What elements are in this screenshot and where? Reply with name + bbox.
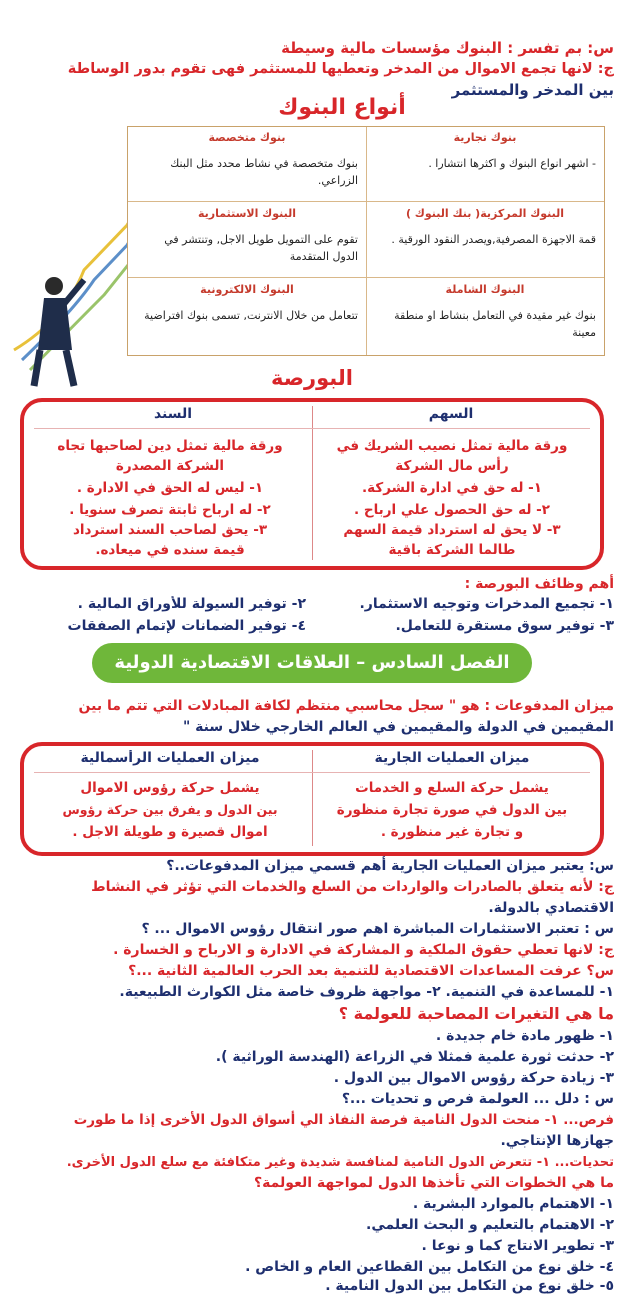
opportunities-line-cont: جهازها الإنتاجي. (500, 1133, 614, 1149)
step-item: ١- الاهتمام بالموارد البشرية . (412, 1196, 614, 1212)
businessman-illustration (4, 200, 144, 390)
current-account-line: يشمل حركة السلع و الخدمات (355, 780, 549, 796)
stock-line: ٢- له حق الحصول علي ارباح . (354, 502, 550, 518)
stock-line: رأس مال الشركة (395, 458, 509, 474)
bank-type-desc: - اشهر انواع البنوك و اكثرها انتشارا . (428, 157, 596, 170)
bond-line: الشركة المصدرة (115, 458, 225, 474)
bank-type-heading: بنوك متخصصة (208, 131, 286, 144)
step-item: ٥- خلق نوع من التكامل بين الدول النامية . (325, 1278, 614, 1294)
qa-line: س : تعتبر الاستثمارات المباشرة اهم صور انتقال رؤوس الاموال ... ؟ (141, 921, 614, 937)
current-account-line: و تجارة غير منظورة . (380, 824, 524, 840)
bank-type-desc: تقوم على التمويل طويل الاجل, وتنتشر في الدول المتقدمة (164, 233, 358, 263)
function-item: ٢- توفير السيولة للأوراق المالية . (77, 596, 306, 612)
capital-account-line: اموال قصيرة و طويلة الاجل . (72, 824, 268, 840)
step-item: ٤- خلق نوع من التكامل بين القطاعين العام و الخاص . (245, 1259, 614, 1275)
qa-line: الاقتصادي بالدولة. (488, 900, 614, 916)
bank-type-heading: البنوك المركزية( بنك البنوك ) (405, 207, 565, 220)
balance-definition: ميزان المدفوعات : هو " سجل محاسبي منتظم لكافة المبادلات التي تتم ما بين (78, 698, 614, 714)
function-item: ٤- توفير الضمانات لإتمام الصفقات (67, 618, 306, 634)
capital-account-heading: ميزان العمليات الرأسمالية (80, 750, 260, 766)
step-item: ٢- الاهتمام بالتعليم و البحث العلمي. (366, 1217, 614, 1233)
bank-type-heading: البنوك الاستثمارية (197, 207, 297, 220)
divider (34, 772, 590, 773)
bourse-compare-box (20, 398, 604, 570)
divider (312, 750, 313, 846)
bond-line: قيمة سنده في ميعاده. (95, 542, 245, 558)
banks-title: أنواع البنوك (278, 95, 406, 120)
bank-type-heading: البنوك الشاملة (445, 283, 525, 296)
intro-question: س: بم تفسر : البنوك مؤسسات مالية وسيطة (281, 39, 614, 57)
stock-heading: السهم (428, 406, 474, 422)
qa-line: ج: لأنه يتعلق بالصادرات والواردات من السلع والخدمات التي تؤثر في النشاط (91, 879, 614, 895)
bank-type-heading: البنوك الالكترونية (200, 283, 294, 296)
current-account-heading: ميزان العمليات الجارية (374, 750, 530, 766)
bank-type-desc: بنوك غير مقيدة في التعامل بنشاط او منطقة معينة (394, 309, 596, 339)
functions-heading: أهم وظائف البورصة : (464, 576, 614, 592)
balance-compare-box (20, 742, 604, 856)
bourse-title: البورصة (271, 366, 353, 390)
qa-line: س: يعتبر ميزان العمليات الجارية أهم قسمي ميزان المدفوعات..؟ (166, 858, 614, 874)
qa-line: ج: لانها تعطي حقوق الملكية و المشاركة في الادارة و الارباح و الخسارة . (113, 942, 614, 958)
bond-line: ١- ليس له الحق في الادارة . (76, 480, 264, 496)
function-item: ٣- توفير سوق مستقرة للتعامل. (395, 618, 614, 634)
globalization-heading: ما هي التغيرات المصاحبة للعولمة ؟ (338, 1004, 614, 1023)
step-item: ٣- تطوير الانتاج كما و نوعا . (421, 1238, 614, 1254)
globalization-item: ٣- زيادة حركة رؤوس الاموال بين الدول . (333, 1070, 614, 1086)
opportunities-line: فرص... ١- منحت الدول النامية فرصة النفاذ الي أسواق الدول الأخرى إذا ما طورت (73, 1112, 614, 1128)
stock-line: ١- له حق في ادارة الشركة. (362, 480, 542, 496)
divider (312, 406, 313, 560)
qa-line: ١- للمساعدة في التنمية. ٢- مواجهة ظروف خاصة مثل الكوارث الطبيعية. (119, 984, 614, 1000)
globalization-item: ١- ظهور مادة خام جديدة . (435, 1028, 614, 1044)
qa-line: س؟ عرفت المساعدات الاقتصادية للتنمية بعد الحرب العالمية الثانية ...؟ (128, 963, 614, 979)
bank-type-desc: بنوك متخصصة في نشاط محدد مثل البنك الزراعي. (170, 157, 358, 187)
bank-type-heading: بنوك تجارية (453, 131, 517, 144)
capital-account-line: بين الدول و يفرق بين حركة رؤوس (62, 802, 278, 817)
divider (34, 428, 590, 429)
bank-type-desc: قمة الاجهزة المصرفية,ويصدر النقود الورقية . (391, 233, 596, 246)
stock-line: ٣- لا يحق له استرداد قيمة السهم (343, 522, 561, 538)
stock-line: طالما الشركة باقية (388, 542, 516, 558)
function-item: ١- تجميع المدخرات وتوجيه الاستثمار. (359, 596, 614, 612)
balance-definition-cont: المقيمين في الدولة والمقيمين في العالم الخارجي خلال سنة " (183, 719, 614, 735)
bond-line: ٣- يحق لصاحب السند استرداد (72, 522, 268, 538)
steps-heading: ما هي الخطوات التي تأخذها الدول لمواجهة العولمة؟ (254, 1175, 614, 1191)
stock-line: ورقة مالية تمثل نصيب الشريك في (336, 438, 568, 454)
globalization-item: ٢- حدثت ثورة علمية فمثلا في الزراعة (الهندسة الوراثية ). (215, 1049, 614, 1065)
intro-answer-cont: بين المدخر والمستثمر (451, 81, 614, 99)
bond-heading: السند (153, 406, 193, 422)
current-account-line: بين الدول في صورة تجارة منظورة (336, 802, 568, 818)
chapter-banner: الفصل السادس – العلاقات الاقتصادية الدولية (92, 643, 532, 683)
banks-table (127, 126, 605, 356)
challenges-line: تحديات... ١- تتعرض الدول النامية لمنافسة شديدة وغير متكافئة مع سلع الدول الأخرى. (66, 1155, 614, 1170)
bank-type-desc: تتعامل من خلال الانترنت, تسمى بنوك افتراضية (144, 309, 358, 322)
intro-answer: ج: لانها تجمع الاموال من المدخر وتعطيها للمستثمر فهى تقوم بدور الوساطة (67, 61, 614, 77)
capital-account-line: يشمل حركة رؤوس الاموال (80, 780, 260, 796)
bond-line: ٢- له ارباح ثابتة تصرف سنويا . (69, 502, 271, 518)
bond-line: ورقة مالية تمثل دين لصاحبها تجاه (57, 438, 283, 454)
globalization-question: س : دلل ... العولمة فرص و تحديات ...؟ (341, 1091, 614, 1107)
